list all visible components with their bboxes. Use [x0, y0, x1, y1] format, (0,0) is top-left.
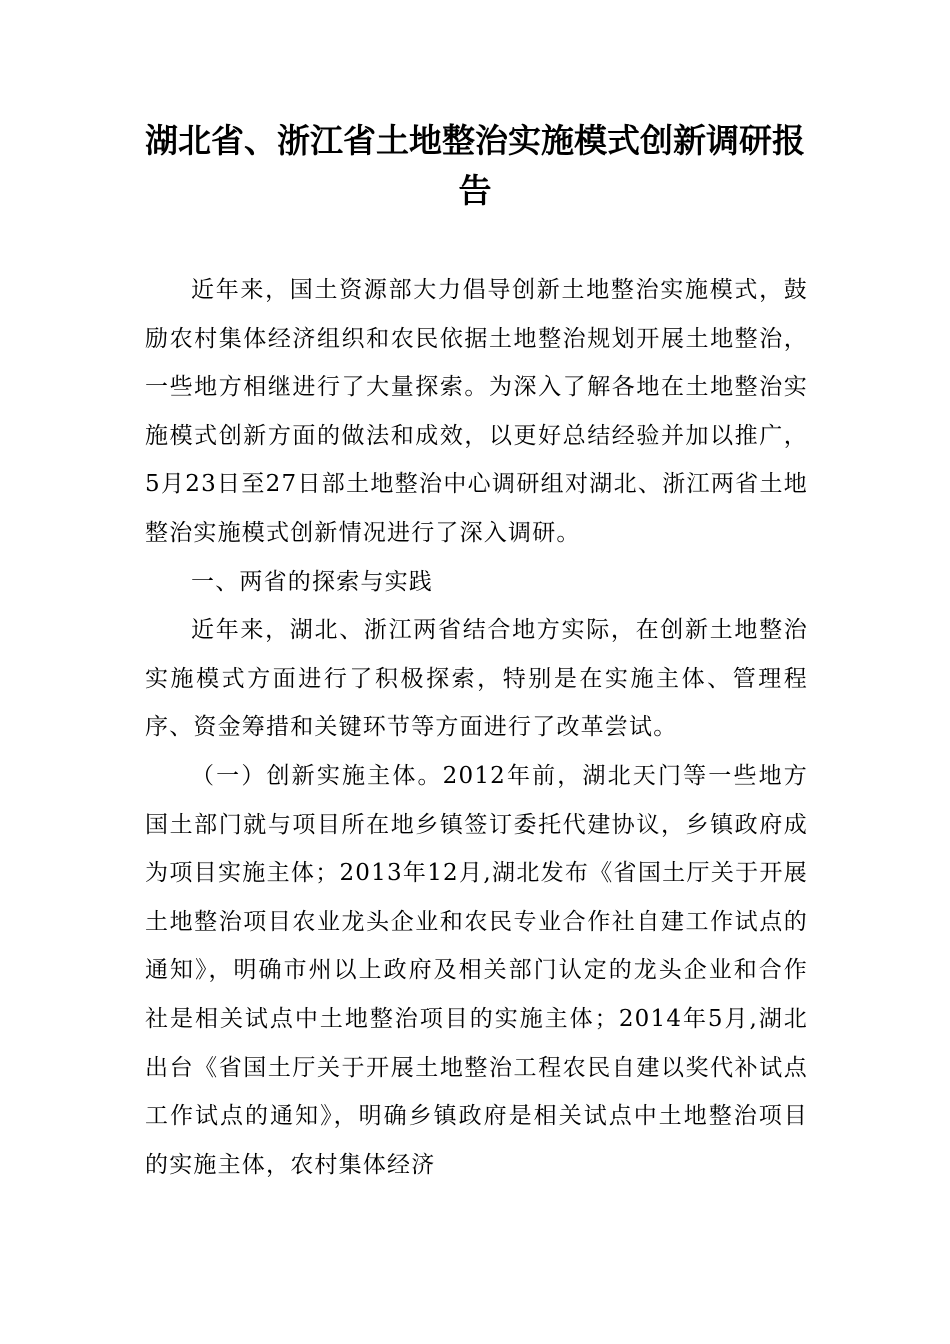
paragraph-intro: 近年来，国土资源部大力倡导创新土地整治实施模式，鼓励农村集体经济组织和农民依据土地整治规划开展土地整治，一些地方相继进行了大量探索。为深入了解各地在土地整治实施模式创新方面的做法和成效，以更好总结经验并加以推广，5月23日至27日部土地整治中心调研组对湖北、浙江两省土地整治实施模式创新情况进行了深入调研。 — [145, 277, 808, 546]
document-body — [145, 266, 808, 1189]
paragraph-overview: 近年来，湖北、浙江两省结合地方实际，在创新土地整治实施模式方面进行了积极探索，特别是在实施主体、管理程序、资金筹措和关键环节等方面进行了改革尝试。 — [145, 617, 808, 741]
paragraph-subject-innovation: （一）创新实施主体。2012年前，湖北天门等一些地方国土部门就与项目所在地乡镇签订委托代建协议，乡镇政府成为项目实施主体；2013年12月,湖北发布《省国土厅关于开展土地整治项目农业龙头企业和农民专业合作社自建工作试点的通知》，明确市州以上政府及相关部门认定的龙头企业和合作社是相关试点中土地整治项目的实施主体；2014年5月,湖北出台《省国土厅关于开展土地整治工程农民自建以奖代补试点工作试点的通知》，明确乡镇政府是相关试点中土地整治项目的实施主体，农村集体经济 — [145, 762, 808, 1178]
document-title: 湖北省、浙江省土地整治实施模式创新调研报告 — [145, 121, 805, 210]
section-heading: 一、两省的探索与实践 — [191, 568, 433, 595]
